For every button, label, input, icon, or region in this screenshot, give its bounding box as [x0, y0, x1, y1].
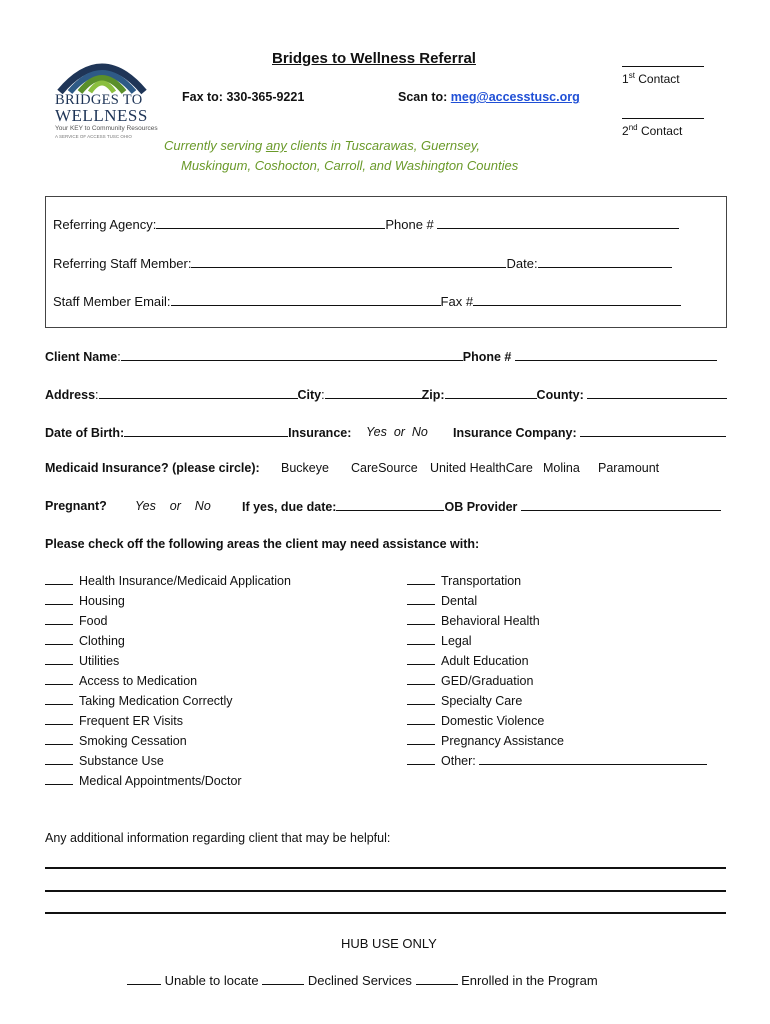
checklist-item[interactable]: Smoking Cessation	[45, 731, 291, 751]
form-title: Bridges to Wellness Referral	[272, 50, 476, 67]
checklist-item[interactable]: Adult Education	[407, 651, 707, 671]
scan-email-link[interactable]: meg@accesstusc.org	[450, 90, 580, 104]
serving-line2: Muskingum, Coshocton, Carroll, and Washington Counties	[181, 158, 519, 173]
logo-subtag: A SERVICE OF ACCESS TUSC OHIO	[55, 134, 132, 139]
zip-field[interactable]	[445, 387, 537, 399]
logo	[52, 48, 158, 148]
check-blank[interactable]	[407, 673, 435, 685]
contact2-label: 2nd Contact	[622, 123, 683, 138]
referring-agency-field[interactable]	[156, 217, 385, 229]
check-blank[interactable]	[407, 633, 435, 645]
checklist-item[interactable]: Housing	[45, 591, 291, 611]
staff-email-row	[53, 294, 681, 309]
fax-to: Fax to: 330-365-9221	[182, 90, 305, 104]
due-date-label: If yes, due date:	[242, 500, 337, 514]
hub-use-title: HUB USE ONLY	[341, 936, 437, 951]
checklist-item[interactable]: Legal	[407, 631, 707, 651]
address-label: Address	[45, 388, 96, 402]
checklist-item[interactable]: Behavioral Health	[407, 611, 707, 631]
checklist-item[interactable]: GED/Graduation	[407, 671, 707, 691]
additional-info-line-3[interactable]	[45, 912, 726, 914]
check-blank[interactable]	[45, 773, 73, 785]
checklist-item[interactable]: Dental	[407, 591, 707, 611]
contact1-line[interactable]	[622, 58, 704, 67]
bridge-arcs-icon	[52, 48, 152, 96]
check-blank[interactable]	[45, 653, 73, 665]
unable-blank[interactable]	[127, 973, 161, 985]
medicaid-label: Medicaid Insurance? (please circle):	[45, 461, 260, 475]
checklist-item[interactable]: Taking Medication Correctly	[45, 691, 291, 711]
checklist-item[interactable]: Food	[45, 611, 291, 631]
due-date-field[interactable]	[336, 499, 444, 511]
other-field[interactable]	[479, 753, 707, 765]
checklist-item[interactable]: Specialty Care	[407, 691, 707, 711]
check-blank[interactable]	[45, 693, 73, 705]
medicaid-option-paramount[interactable]: Paramount	[598, 461, 660, 475]
serving-line1: Currently serving any clients in Tuscarawas, Guernsey,	[164, 138, 480, 153]
enrolled-blank[interactable]	[416, 973, 458, 985]
medicaid-option-molina[interactable]: Molina	[543, 461, 580, 475]
check-blank[interactable]	[45, 613, 73, 625]
logo-line1: BRIDGES TO	[55, 92, 143, 108]
client-name-field[interactable]	[121, 349, 463, 361]
county-field[interactable]	[587, 387, 727, 399]
dob-row	[45, 425, 351, 440]
logo-tagline: Your KEY to Community Resources	[55, 125, 158, 132]
enrolled-label: Enrolled in the Program	[461, 973, 598, 988]
checklist-item[interactable]: Transportation	[407, 571, 707, 591]
check-blank[interactable]	[407, 613, 435, 625]
checklist-item[interactable]: Health Insurance/Medicaid Application	[45, 571, 291, 591]
additional-info-label: Any additional information regarding client that may be helpful:	[45, 831, 391, 845]
city-label: City	[297, 388, 322, 402]
checklist-item[interactable]: Access to Medication	[45, 671, 291, 691]
insurance-company-field[interactable]	[580, 425, 726, 437]
dob-field[interactable]	[124, 425, 288, 437]
check-blank[interactable]	[407, 653, 435, 665]
due-date-row	[242, 499, 721, 514]
checklist-item-other[interactable]: Other:	[407, 751, 707, 771]
checklist-item[interactable]: Pregnancy Assistance	[407, 731, 707, 751]
hub-status-row	[127, 973, 598, 988]
checklist-item[interactable]: Substance Use	[45, 751, 291, 771]
assistance-right-list	[407, 571, 707, 771]
checklist-item[interactable]: Utilities	[45, 651, 291, 671]
agency-phone-field[interactable]	[437, 217, 679, 229]
check-blank[interactable]	[45, 573, 73, 585]
referring-agency-row	[53, 217, 679, 232]
declined-blank[interactable]	[262, 973, 304, 985]
client-name-row: Client Name: Phone #	[45, 349, 717, 364]
referring-staff-field[interactable]	[191, 256, 506, 268]
pregnant-yes-no[interactable]: Yes or No	[135, 499, 211, 513]
declined-label: Declined Services	[307, 973, 412, 988]
additional-info-line-2[interactable]	[45, 890, 726, 892]
date-label: Date:	[506, 256, 538, 271]
ob-provider-label: OB Provider	[444, 500, 518, 514]
agency-fax-field[interactable]	[473, 294, 681, 306]
contact2-line[interactable]	[622, 110, 704, 119]
medicaid-option-caresource[interactable]: CareSource	[351, 461, 418, 475]
county-label: County:	[536, 388, 584, 402]
address-row: Address: City: Zip: County:	[45, 387, 727, 402]
checklist-item[interactable]: Domestic Violence	[407, 711, 707, 731]
additional-info-line-1[interactable]	[45, 867, 726, 869]
agency-phone-label: Phone #	[385, 217, 434, 232]
checklist-item[interactable]: Clothing	[45, 631, 291, 651]
unable-label: Unable to locate	[164, 973, 259, 988]
check-blank[interactable]	[407, 573, 435, 585]
checklist-item[interactable]: Frequent ER Visits	[45, 711, 291, 731]
check-blank[interactable]	[407, 733, 435, 745]
contact1-label: 1st Contact	[622, 71, 680, 86]
logo-line2: WELLNESS	[55, 106, 148, 125]
check-blank[interactable]	[407, 693, 435, 705]
check-blank[interactable]	[45, 633, 73, 645]
agency-fax-label: Fax #	[440, 294, 474, 309]
assistance-heading: Please check off the following areas the client may need assistance with:	[45, 537, 480, 551]
scan-label: Scan to:	[398, 90, 448, 104]
referring-staff-label: Referring Staff Member:	[53, 256, 192, 271]
check-blank[interactable]	[45, 753, 73, 765]
assistance-left-list	[45, 571, 291, 791]
dob-label: Date of Birth:	[45, 426, 125, 440]
check-blank[interactable]	[407, 753, 435, 765]
client-name-label: Client Name	[45, 350, 118, 364]
check-blank[interactable]	[407, 593, 435, 605]
insurance-yes-no[interactable]: Yes or No	[366, 425, 428, 439]
check-blank[interactable]	[45, 593, 73, 605]
check-blank[interactable]	[45, 733, 73, 745]
staff-email-field[interactable]	[171, 294, 441, 306]
client-phone-field[interactable]	[515, 349, 717, 361]
medicaid-option-buckeye[interactable]: Buckeye	[281, 461, 329, 475]
insurance-company-row	[453, 425, 726, 440]
pregnant-label: Pregnant?	[45, 499, 107, 513]
address-field[interactable]	[99, 387, 298, 399]
staff-email-label: Staff Member Email:	[53, 294, 171, 309]
insurance-label: Insurance:	[288, 426, 352, 440]
checklist-item[interactable]: Medical Appointments/Doctor	[45, 771, 291, 791]
check-blank[interactable]	[45, 673, 73, 685]
insurance-company-label: Insurance Company:	[453, 426, 577, 440]
client-phone-label: Phone #	[462, 350, 512, 364]
check-blank[interactable]	[45, 713, 73, 725]
referring-agency-label: Referring Agency:	[53, 217, 157, 232]
medicaid-option-unitedhealthcare[interactable]: United HealthCare	[430, 461, 533, 475]
zip-label: Zip:	[421, 388, 445, 402]
check-blank[interactable]	[407, 713, 435, 725]
scan-to	[398, 90, 580, 104]
referring-staff-row	[53, 256, 672, 271]
ob-provider-field[interactable]	[521, 499, 721, 511]
date-field[interactable]	[538, 256, 672, 268]
city-field[interactable]	[325, 387, 422, 399]
